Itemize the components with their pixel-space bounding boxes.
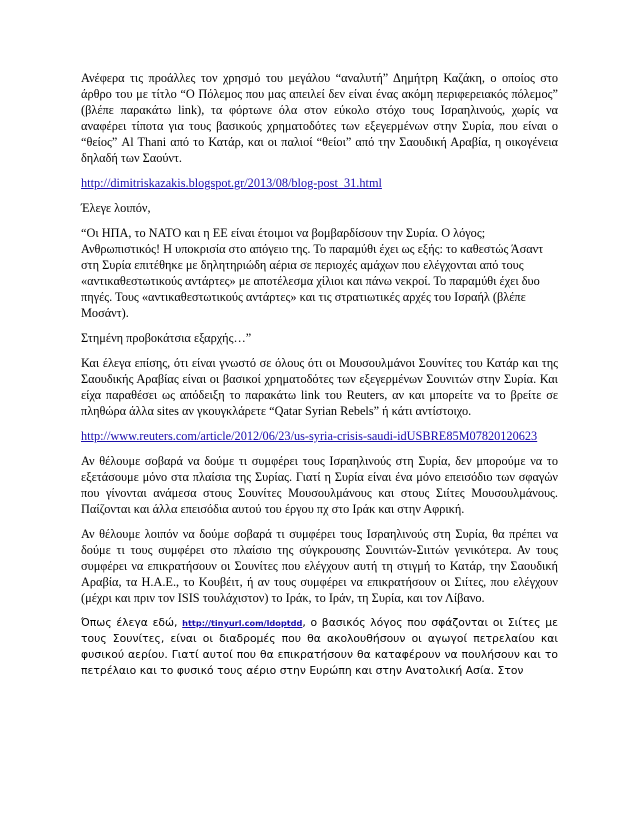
pipelines-text-before: Όπως έλεγα εδώ, xyxy=(81,616,183,629)
link-kazakis-blog[interactable]: http://dimitriskazakis.blogspot.gr/2013/08/blog-post_31.html xyxy=(81,176,382,190)
paragraph-funding: Και έλεγα επίσης, ότι είναι γνωστό σε όλους ότι οι Μουσουλμάνοι Σουνίτες του Κατάρ και της Σαουδικής Αραβίας είναι οι βασικοί χρηματοδότες των εξεγερμένων Σουνιτών στην Συρία. Και είχα παραθέσει ως απόδειξη το παρακάτω link του Reuters, αν και μπορείτε να το βρείτε σε πληθώρα άλλα sites αν γκουγκλάρετε “Qatar Syrian Rebels” ή κάτι αντίστοιχο. xyxy=(81,356,558,418)
paragraph-pipelines xyxy=(81,615,558,679)
paragraph-intro: Ανέφερα τις προάλλες τον χρησμό του μεγάλου “αναλυτή” Δημήτρη Καζάκη, ο οποίος στο άρθρο του με τίτλο “Ο Πόλεμος που μας απειλεί δεν είναι ένας ακόμη περιφερειακός πόλεμος” (βλέπε παρακάτω link), τα φόρτωνε όλα στον εύκολο στόχο τους Ισραηλινούς, χωρίς να αναφέρει τίποτα για τους βασικούς χρηματοδότες των εξεγερμένων στην Συρία, που είναι ο “θείος” Al Thani από το Κατάρ, και οι παλιοί “θείοι” από την Σαουδική Αραβία, η οικογένεια δηλαδή των Σαούντ. xyxy=(81,71,558,165)
pipelines-text-after: , ο βασικός λόγος που σφάζονται οι Σιίτες με τους Σουνίτες, είναι οι διαδρομές που θα ακολουθήσουν οι αγωγοί πετρελαίου και φυσικού αερίου. Γιατί αυτοί που θα επικρατήσουν θα καταφέρουν να πουλήσουν και το πετρέλαιο και το φυσικό τους αέριο στην Ευρώπη και στην Ανατολική Ασία. Στον xyxy=(81,616,558,677)
paragraph-quote-intro: Έλεγε λοιπόν, xyxy=(81,201,151,215)
document-body xyxy=(81,70,558,679)
link-tinyurl[interactable]: http://tinyurl.com/ldoptdd xyxy=(182,618,303,628)
paragraph-sunni-shia: Αν θέλουμε λοιπόν να δούμε σοβαρά τι συμφέρει τους Ισραηλινούς στη Συρία, θα πρέπει να δούμε τι τους συμφέρει στο πλαίσιο της σύγκρουσης Σουνιτών-Σιιτών γενικότερα. Αν τους συμφέρει να επικρατήσουν οι Σουνίτες που ελέγχουν αυτή τη στιγμή το Κατάρ, την Σαουδική Αραβία, τα Η.Α.Ε., το Κουβέιτ, ή αν τους συμφέρει να επικρατήσουν οι Σιίτες, που ελέγχουν (μέχρι και πριν τον ISIS τουλάχιστον) το Ιράκ, το Ιράν, τη Συρία, και τον Λίβανο. xyxy=(81,527,558,605)
paragraph-link-kazakis xyxy=(81,175,558,191)
paragraph-link-reuters xyxy=(81,428,558,444)
paragraph-syria-context: Αν θέλουμε σοβαρά να δούμε τι συμφέρει τους Ισραηλινούς στη Συρία, δεν μπορούμε να το εξετάσουμε μόνο στα πλαίσια της Συρίας. Γιατί η Συρία είναι ένα μόνο επεισόδιο των σφαγών που γίνονται ανάμεσα στους Σουνίτες Μουσουλμάνους και στους Σιίτες Μουσουλμάνους. Παίζονται και άλλα επεισόδια αυτού του έργου πχ στο Ιράκ και στην Αφρική. xyxy=(81,454,558,516)
paragraph-quote-end: Στημένη προβοκάτσια εξαρχής…” xyxy=(81,331,252,345)
link-reuters-article[interactable]: http://www.reuters.com/article/2012/06/23/us-syria-crisis-saudi-idUSBRE85M07820120623 xyxy=(81,429,538,443)
paragraph-quote: “Οι ΗΠΑ, το ΝΑΤΟ και η ΕΕ είναι έτοιμοι να βομβαρδίσουν την Συρία. Ο λόγος; Ανθρωπιστικός! Η υποκρισία στο απόγειο της. Το παραμύθι έχει ως εξής: το καθεστώς Άσαντ στη Συρία επιτέθηκε με δηλητηριώδη αέρια σε περιοχές αμάχων που ελέγχονται από τους «αντικαθεστωτικούς αντάρτες» με αποτέλεσμα χίλιοι και πάνω νεκροί. Το παραμύθι έχει δυο πηγές. Τους «αντικαθεστωτικούς αντάρτες» και τις στρατιωτικές αρχές του Ισραήλ (βλέπε Μοσάντ). xyxy=(81,226,544,320)
